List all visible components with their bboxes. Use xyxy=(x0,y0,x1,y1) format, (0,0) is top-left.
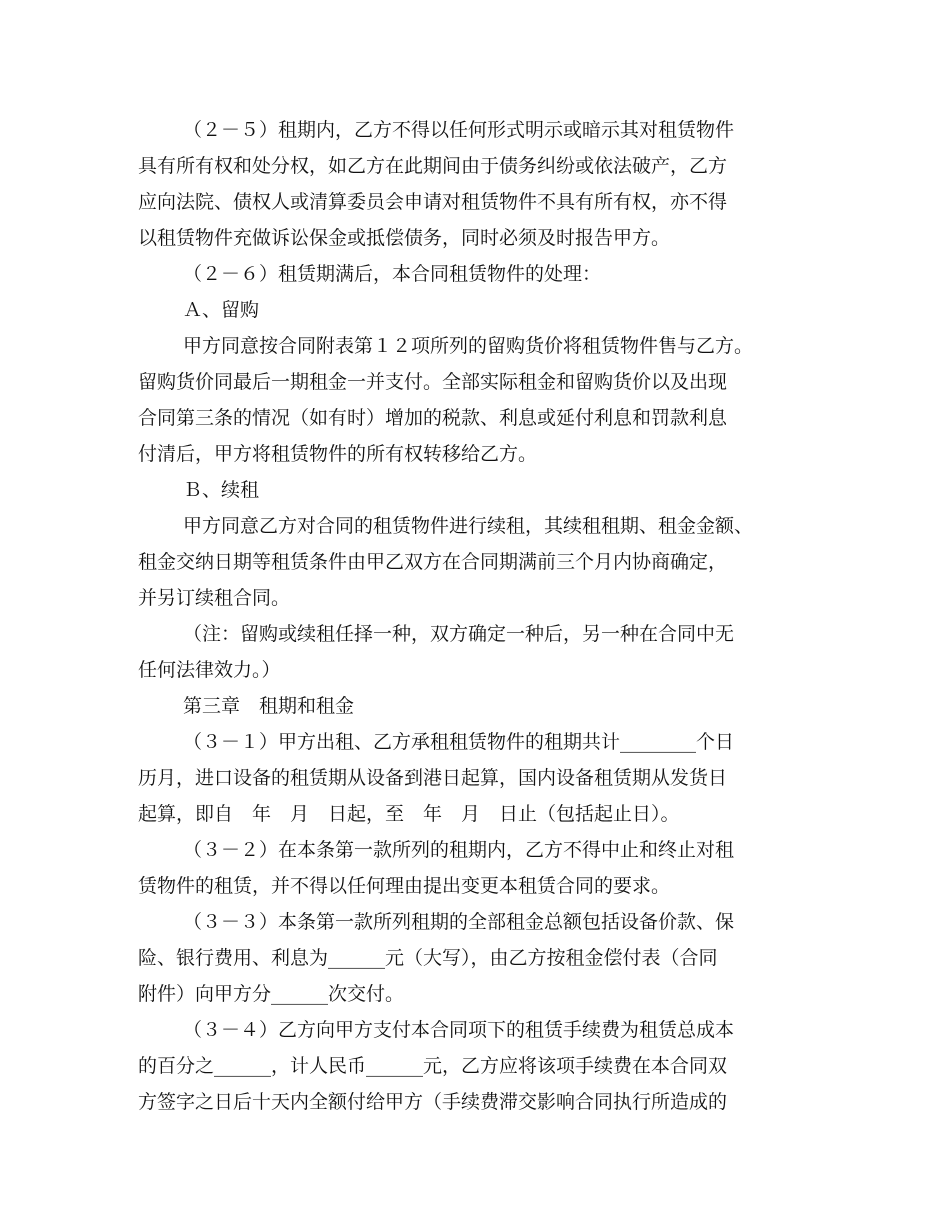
text-line: 并另订续租合同。 xyxy=(138,587,291,609)
chapter-heading: 第三章 租期和租金 xyxy=(183,695,355,717)
text-line: （注：留购或续租任择一种，双方确定一种后，另一种在合同中无 xyxy=(183,623,735,645)
text-line: 附件）向甲方分______次交付。 xyxy=(138,983,405,1005)
text-line: （３－２）在本条第一款所列的租期内，乙方不得中止和终止对租 xyxy=(183,839,735,861)
text-line: 方签字之日后十天内全额付给甲方（手续费滞交影响合同执行所造成的 xyxy=(138,1091,728,1113)
text-line: （３－３）本条第一款所列租期的全部租金总额包括设备价款、保 xyxy=(183,911,735,933)
text-line: Ｂ、续租 xyxy=(183,479,260,501)
text-line: 赁物件的租赁，并不得以任何理由提出变更本租赁合同的要求。 xyxy=(138,875,671,897)
text-line: 具有所有权和处分权，如乙方在此期间由于债务纠纷或依法破产，乙方 xyxy=(138,155,728,177)
text-line: 起算，即自 年 月 日起，至 年 月 日止（包括起止日）。 xyxy=(138,803,680,825)
text-line: 险、银行费用、利息为______元（大写），由乙方按租金偿付表（合同 xyxy=(138,947,718,969)
text-line: （２－６）租赁期满后，本合同租赁物件的处理： xyxy=(183,263,602,285)
text-line: 留购货价同最后一期租金一并支付。全部实际租金和留购货价以及出现 xyxy=(138,371,728,393)
text-line: 任何法律效力。） xyxy=(138,659,281,681)
text-line: 的百分之______，计人民币______元，乙方应将该项手续费在本合同双 xyxy=(138,1055,728,1077)
text-line: 租金交纳日期等租赁条件由甲乙双方在合同期满前三个月内协商确定， xyxy=(138,551,728,573)
text-line: Ａ、留购 xyxy=(183,299,260,321)
text-line: 合同第三条的情况（如有时）增加的税款、利息或延付利息和罚款利息 xyxy=(138,407,728,429)
text-line: 历月，进口设备的租赁期从设备到港日起算，国内设备租赁期从发货日 xyxy=(138,767,728,789)
text-line: 付清后，甲方将租赁物件的所有权转移给乙方。 xyxy=(138,443,538,465)
text-line: 以租赁物件充做诉讼保金或抵偿债务，同时必须及时报告甲方。 xyxy=(138,227,671,249)
text-line: 应向法院、债权人或清算委员会申请对租赁物件不具有所有权，亦不得 xyxy=(138,191,728,213)
text-line: （３－４）乙方向甲方支付本合同项下的租赁手续费为租赁总成本 xyxy=(183,1019,735,1041)
text-line: （３－１）甲方出租、乙方承租租赁物件的租期共计________个日 xyxy=(183,731,735,753)
text-line: （２－５）租期内，乙方不得以任何形式明示或暗示其对租赁物件 xyxy=(183,119,735,141)
text-line: 甲方同意按合同附表第１２项所列的留购货价将租赁物件售与乙方。 xyxy=(183,335,754,357)
text-line: 甲方同意乙方对合同的租赁物件进行续租，其续租租期、租金金额、 xyxy=(183,515,754,537)
